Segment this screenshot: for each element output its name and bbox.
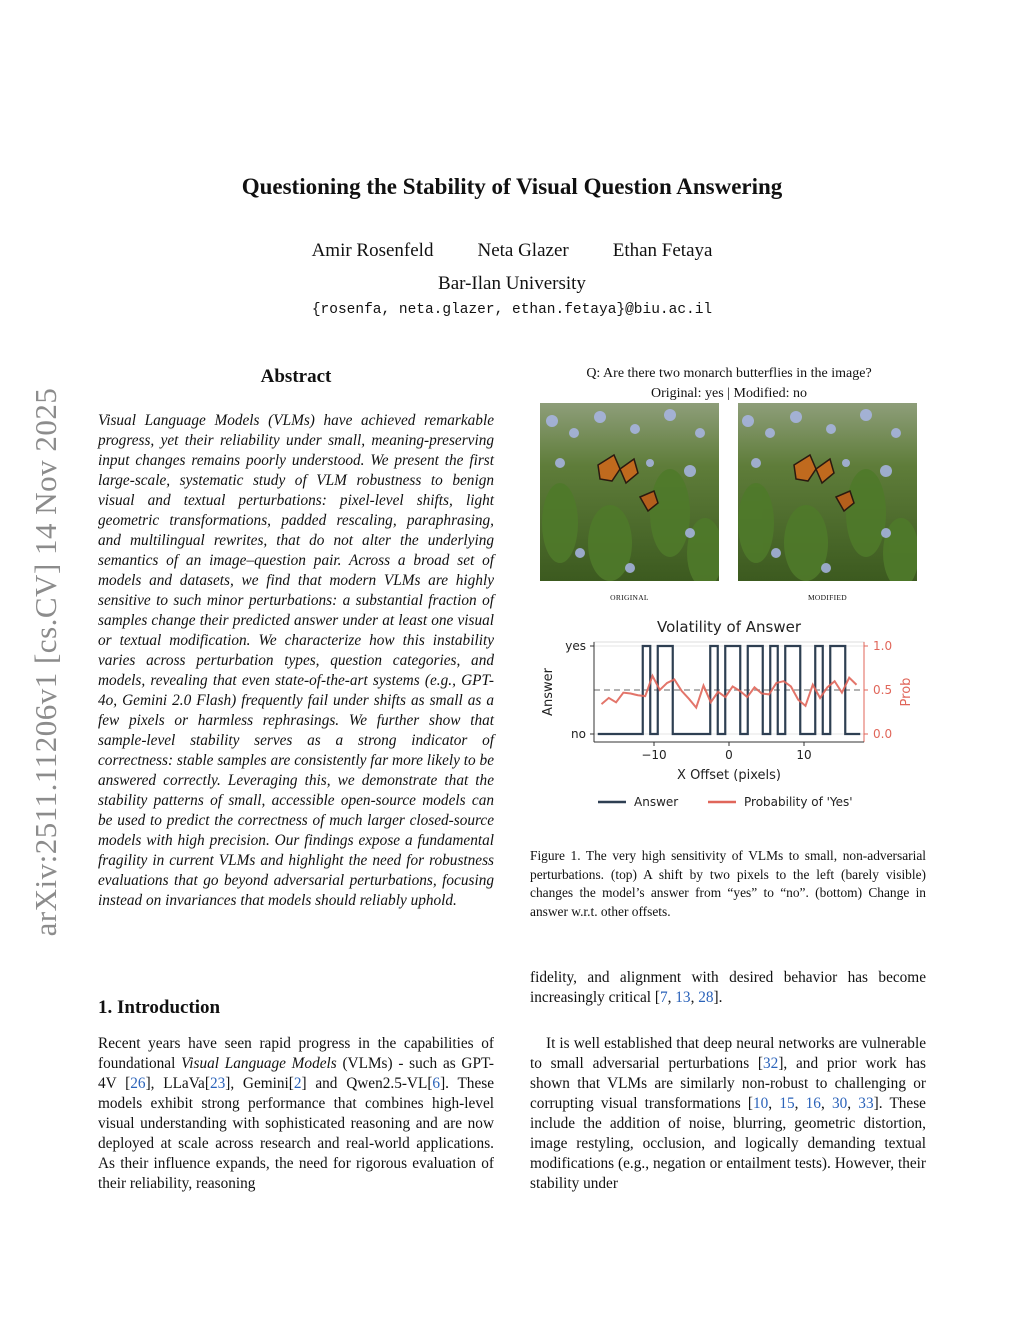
legend-label-probability: Probability of 'Yes' bbox=[744, 795, 853, 809]
arxiv-identifier bbox=[26, 366, 66, 958]
intro-text-f: ] and Qwen2.5-VL[ bbox=[301, 1075, 433, 1092]
right-tick-label: 0.5 bbox=[873, 683, 893, 697]
separator: , bbox=[820, 1095, 832, 1112]
separator: , bbox=[667, 989, 676, 1006]
x-axis-label: X Offset (pixels) bbox=[677, 768, 781, 783]
y-axis-label: Answer bbox=[541, 668, 556, 716]
chart-title: Volatility of Answer bbox=[656, 618, 802, 636]
citation-link[interactable]: 28 bbox=[698, 989, 714, 1006]
right-paragraph-1 bbox=[530, 968, 926, 1008]
citation-link[interactable]: 32 bbox=[763, 1055, 779, 1072]
citation-link[interactable]: 23 bbox=[209, 1075, 226, 1092]
citation-link[interactable]: 7 bbox=[659, 989, 668, 1006]
right-p2-text-b: ], and prior work has shown that VLMs are similarly non-robust to challenging or corrupting visual transformations [ bbox=[530, 1055, 926, 1112]
separator: , bbox=[768, 1095, 780, 1112]
affiliation: Bar-Ilan University bbox=[438, 273, 586, 294]
citation-link[interactable]: 10 bbox=[752, 1095, 769, 1112]
intro-text-d: ], LLaVa[ bbox=[145, 1075, 210, 1092]
original-image-label: ORIGINAL bbox=[610, 593, 649, 602]
right-tick-label: 0.0 bbox=[873, 727, 893, 741]
paper-title: Questioning the Stability of Visual Question Answering bbox=[241, 174, 783, 199]
left-tick-label-no: no bbox=[571, 727, 586, 741]
modified-image-label: MODIFIED bbox=[807, 593, 848, 602]
right-p2-text-a: It is well established that deep neural networks are vulnerable to small adversarial perturbations [ bbox=[530, 1035, 926, 1072]
author-emails: {rosenfa, neta.glazer, ethan.fetaya}@biu.ac.il bbox=[311, 302, 713, 318]
intro-heading: 1. Introduction bbox=[98, 997, 221, 1018]
citation-link[interactable]: 13 bbox=[675, 989, 691, 1006]
citation-link[interactable]: 16 bbox=[805, 1095, 821, 1112]
right-paragraph-2 bbox=[530, 1034, 926, 1194]
figure-question bbox=[530, 364, 928, 404]
citation-link[interactable]: 2 bbox=[293, 1075, 302, 1092]
intro-text-a: Recent years have seen rapid progress in the capabilities of foundational bbox=[98, 1035, 494, 1072]
intro-text-e: ], Gemini[ bbox=[225, 1075, 294, 1092]
intro-text-g: ]. These models exhibit strong performance that combines high-level visual understanding with sophisticated reasoning and are now deployed at scale across research and real-world applications. As their influence expands, the need for rigorous evaluation of their reliability, reasoning bbox=[98, 1075, 494, 1192]
figure-caption: Figure 1. The very high sensitivity of VLMs to small, non-adversarial perturbations. (top) A shift by two pixels to the left (barely visible) changes the model’s answer from “yes” to “no”. (bottom) Change in answer w.r.t. other offsets. bbox=[530, 848, 926, 919]
legend-label-answer: Answer bbox=[634, 795, 679, 809]
citation-link[interactable]: 6 bbox=[432, 1075, 441, 1092]
original-image bbox=[540, 403, 719, 581]
separator: , bbox=[690, 989, 699, 1006]
author-3: Ethan Fetaya bbox=[612, 240, 713, 261]
modified-image bbox=[738, 403, 917, 581]
abstract-heading: Abstract bbox=[260, 366, 332, 387]
left-tick-label-yes: yes bbox=[565, 639, 586, 653]
original-image-art bbox=[540, 403, 719, 581]
modified-image-art bbox=[738, 403, 917, 581]
intro-text-vlm-term: Visual Language Models bbox=[181, 1055, 337, 1072]
separator: , bbox=[847, 1095, 859, 1112]
right-p1-text-a: fidelity, and alignment with desired behavior has become increasingly critical [ bbox=[530, 969, 926, 1006]
citation-link[interactable]: 33 bbox=[858, 1095, 874, 1112]
x-tick-label: 0 bbox=[725, 748, 733, 762]
y2-axis-label: Prob bbox=[899, 677, 914, 707]
citation-link[interactable]: 15 bbox=[779, 1095, 795, 1112]
right-p2-text-c: ]. These include the addition of noise, blurring, geometric distortion, image restyling, occlusion, and logically demanding textual modifications (e.g., negation or entailment tests). However, their stability under bbox=[530, 1095, 926, 1192]
arxiv-identifier-text: arXiv:2511.11206v1 [cs.CV] 14 Nov 2025 bbox=[28, 387, 63, 937]
figure-question-text: Q: Are there two monarch butterflies in the image? bbox=[586, 366, 872, 381]
right-p1-text-b: ]. bbox=[713, 989, 723, 1006]
author-1: Amir Rosenfeld bbox=[311, 240, 434, 261]
probability-series-line bbox=[602, 676, 857, 708]
figure-answers-text: Original: yes | Modified: no bbox=[650, 386, 807, 401]
separator: , bbox=[794, 1095, 806, 1112]
volatility-chart bbox=[530, 610, 928, 815]
author-2: Neta Glazer bbox=[477, 240, 569, 261]
volatility-chart-svg bbox=[530, 610, 928, 815]
citation-link[interactable]: 26 bbox=[130, 1075, 146, 1092]
abstract-text: Visual Language Models (VLMs) have achieved remarkable progress, yet their reliability under small, meaning-preserving input changes remains poorly understood. We present the first large-scale, systematic study of VLM robustness to benign visual and textual perturbations: pixel-level shifts, light geometric transformations, padded rescaling, paraphrasing, and multilingual rewrites, that do not alter the underlying semantics of an image–question pair. Across a broad set of models and datasets, we find that modern VLMs are highly sensitive to such minor perturbations: a substantial fraction of samples change their predicted answer under at least one visual or textual modification. We characterize how this instability varies across perturbation types, question categories, and models, revealing that even state-of-the-art systems (e.g., GPT-4o, Gemini 2.0 Flash) frequently fail under shifts as small as a few pixels or harmless rephrasings. We further show that sample-level stability serves as a strong indicator of correctness: stable samples are consistently far more likely to be answered correctly. Leveraging this, we demonstrate that the stability patterns of small, accessible open-source models can be used to predict the correctness of much larger closed-source models with high precision. Our findings expose a fundamental fragility in current VLMs and highlight the need for robustness evaluations that go beyond adversarial perturbations, focusing instead on invariances that models should reliably uphold. bbox=[98, 412, 494, 909]
intro-text-c: (VLMs) - such as GPT-4V [ bbox=[98, 1055, 495, 1092]
author-list bbox=[0, 240, 1024, 262]
x-tick-label: 10 bbox=[796, 748, 812, 762]
intro-paragraph bbox=[98, 1034, 494, 1194]
x-tick-label: −10 bbox=[641, 748, 667, 762]
right-tick-label: 1.0 bbox=[873, 639, 893, 653]
citation-link[interactable]: 30 bbox=[831, 1095, 848, 1112]
